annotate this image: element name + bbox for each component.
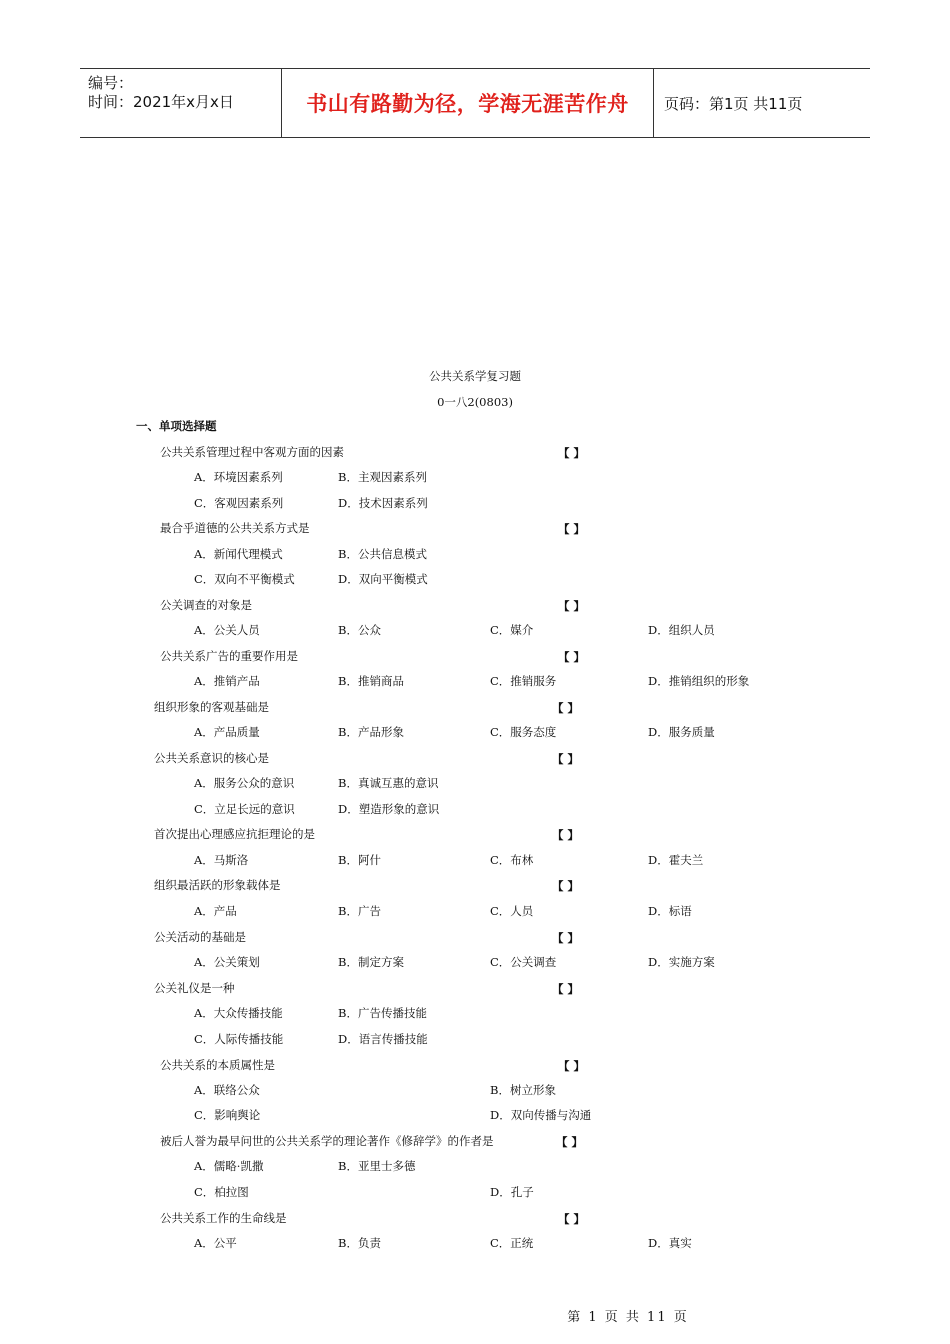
option: A．产品质量 <box>194 725 260 739</box>
answer-bracket: 【 】 <box>552 701 580 715</box>
option: C．推销服务 <box>490 674 557 688</box>
header-page-cell <box>654 69 870 137</box>
section-heading: 一、单项选择题 <box>136 419 217 433</box>
option: A．联络公众 <box>194 1083 260 1097</box>
option: A．马斯洛 <box>194 853 249 867</box>
question-stem: 公共关系意识的核心是 <box>154 751 269 765</box>
option: A．服务公众的意识 <box>194 776 295 790</box>
option: C．正统 <box>490 1236 534 1250</box>
option: D．实施方案 <box>648 955 715 969</box>
option: D．双向平衡模式 <box>338 572 428 586</box>
question-stem: 公关活动的基础是 <box>154 930 246 944</box>
answer-bracket: 【 】 <box>558 650 586 664</box>
option: C．人际传播技能 <box>194 1032 284 1046</box>
question-stem: 首次提出心理感应抗拒理论的是 <box>154 827 315 841</box>
option: B．亚里士多德 <box>338 1159 416 1173</box>
answer-bracket: 【 】 <box>552 982 580 996</box>
option: B．负责 <box>338 1236 381 1250</box>
option: D．双向传播与沟通 <box>490 1108 592 1122</box>
page-header <box>80 68 870 138</box>
question-stem: 被后人誉为最早问世的公共关系学的理论著作《修辞学》的作者是 <box>160 1134 494 1148</box>
option: B．广告 <box>338 904 381 918</box>
answer-bracket: 【 】 <box>552 752 580 766</box>
option: D．标语 <box>648 904 692 918</box>
option: B．公众 <box>338 623 381 637</box>
option: D．技术因素系列 <box>338 496 428 510</box>
option: B．阿什 <box>338 853 381 867</box>
answer-bracket: 【 】 <box>558 599 586 613</box>
option: C．客观因素系列 <box>194 496 284 510</box>
option: A．大众传播技能 <box>194 1006 283 1020</box>
answer-bracket: 【 】 <box>552 931 580 945</box>
answer-bracket: 【 】 <box>558 522 586 536</box>
option: B．公共信息模式 <box>338 547 427 561</box>
answer-bracket: 【 】 <box>552 828 580 842</box>
doc-title: 公共关系学复习题 <box>429 369 521 383</box>
question-stem: 公共关系工作的生命线是 <box>160 1211 287 1225</box>
option: D．语言传播技能 <box>338 1032 428 1046</box>
answer-bracket: 【 】 <box>558 446 586 460</box>
header-motto-cell <box>282 69 654 137</box>
answer-bracket: 【 】 <box>558 1212 586 1226</box>
option: A．公关人员 <box>194 623 260 637</box>
option: B．真诚互惠的意识 <box>338 776 439 790</box>
option: B．树立形象 <box>490 1083 556 1097</box>
option: A．公关策划 <box>194 955 260 969</box>
question-stem: 公关礼仪是一种 <box>154 981 235 995</box>
option: D．真实 <box>648 1236 692 1250</box>
option: D．孔子 <box>490 1185 534 1199</box>
question-stem: 公关调查的对象是 <box>160 598 252 612</box>
option: C．布林 <box>490 853 534 867</box>
option: C．立足长远的意识 <box>194 802 295 816</box>
option: C．服务态度 <box>490 725 557 739</box>
option: A．产品 <box>194 904 237 918</box>
question-stem: 公共关系广告的重要作用是 <box>160 649 298 663</box>
option: C．人员 <box>490 904 534 918</box>
question-stem: 最合乎道德的公共关系方式是 <box>160 521 310 535</box>
number-label: 编号： <box>88 74 134 92</box>
option: C．影响舆论 <box>194 1108 261 1122</box>
option: D．服务质量 <box>648 725 715 739</box>
option: B．产品形象 <box>338 725 404 739</box>
option: A．推销产品 <box>194 674 260 688</box>
option: C．公关调查 <box>490 955 557 969</box>
page-label: 页码：第1页 共11页 <box>664 94 803 113</box>
question-stem: 公共关系管理过程中客观方面的因素 <box>160 445 344 459</box>
option: B．推销商品 <box>338 674 404 688</box>
question-stem: 组织形象的客观基础是 <box>154 700 269 714</box>
option: D．塑造形象的意识 <box>338 802 440 816</box>
header-meta <box>80 69 282 137</box>
page-footer: 第 1 页 共 11 页 <box>567 1310 689 1325</box>
option: B．制定方案 <box>338 955 404 969</box>
answer-bracket: 【 】 <box>556 1135 584 1149</box>
option: D．推销组织的形象 <box>648 674 750 688</box>
option: A．儒略·凯撒 <box>194 1159 264 1173</box>
answer-bracket: 【 】 <box>558 1059 586 1073</box>
option: C．双向不平衡模式 <box>194 572 295 586</box>
option: A．公平 <box>194 1236 237 1250</box>
option: B．广告传播技能 <box>338 1006 427 1020</box>
motto: 书山有路勤为径，学海无涯苦作舟 <box>306 92 629 116</box>
doc-code: 0一八2(0803) <box>437 395 513 409</box>
time-label: 时间：2021年x月x日 <box>88 93 234 111</box>
question-stem: 公共关系的本质属性是 <box>160 1058 275 1072</box>
question-stem: 组织最活跃的形象载体是 <box>154 878 281 892</box>
option: D．组织人员 <box>648 623 715 637</box>
answer-bracket: 【 】 <box>552 879 580 893</box>
option: B．主观因素系列 <box>338 470 427 484</box>
option: C．柏拉图 <box>194 1185 249 1199</box>
option: A．环境因素系列 <box>194 470 283 484</box>
option: D．霍夫兰 <box>648 853 704 867</box>
option: A．新闻代理模式 <box>194 547 283 561</box>
option: C．媒介 <box>490 623 534 637</box>
